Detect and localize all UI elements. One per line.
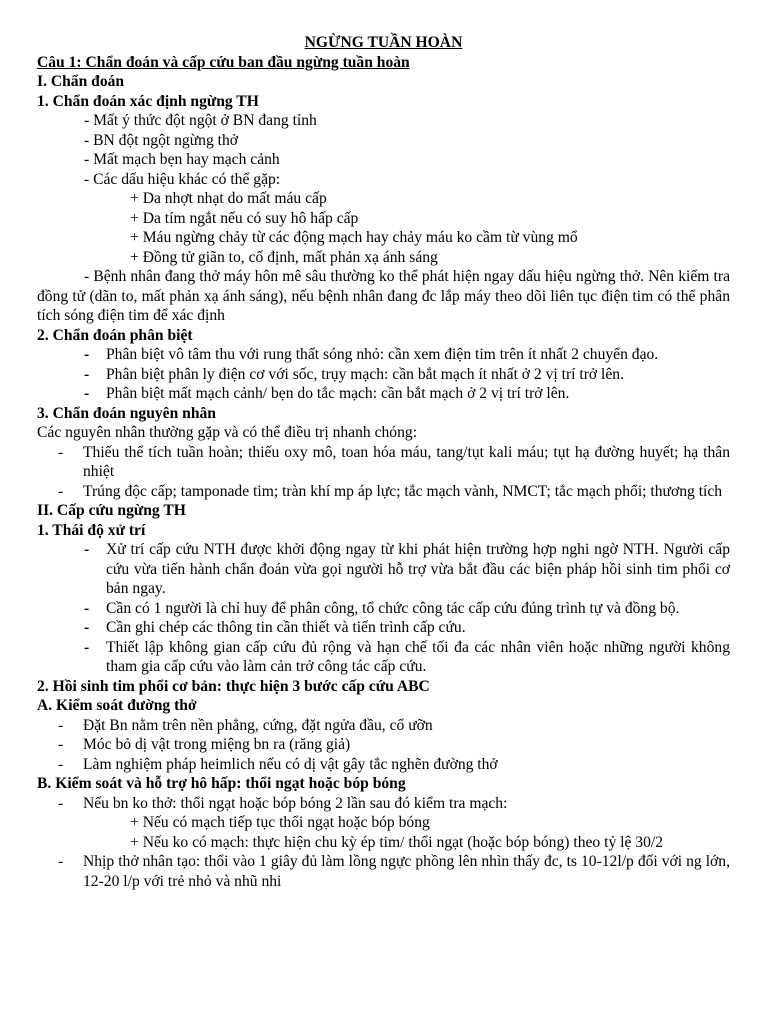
list-item-text: Thiếu thể tích tuần hoàn; thiếu oxy mô, toan hóa máu, tang/tụt kali máu; tụt hạ đường huyết; hạ thân nhiệt <box>83 443 730 480</box>
list-item <box>37 852 730 891</box>
subsection-heading-approach: 1. Thái độ xử trí <box>37 521 146 539</box>
list-item <box>37 540 730 599</box>
list-item-text: Cần có 1 người là chỉ huy để phân công, tổ chức công tác cấp cứu đúng trình tự và đồng bộ. <box>106 599 680 617</box>
list-item-text: Nhịp thở nhân tạo: thổi vào 1 giây đủ làm lồng ngực phồng lên nhìn thấy đc, ts 10-12l/p đối với ng lớn, 12-20 l/p với trẻ nhỏ và nhũ nhi <box>83 853 730 890</box>
bullet-dash: - <box>84 365 90 383</box>
sub-list-item: + Nếu ko có mạch: thực hiện chu kỳ ép tim/ thổi ngạt (hoặc bóp bóng) theo tỷ lệ 30/2 <box>130 833 664 851</box>
sub-list-item: + Nếu có mạch tiếp tục thổi ngạt hoặc bóp bóng <box>130 814 430 831</box>
bullet-dash: - <box>58 716 64 734</box>
section-heading-emergency: II. Cấp cứu ngừng TH <box>37 502 186 519</box>
bullet-dash: - <box>58 794 64 812</box>
list-item-text: Làm nghiệm pháp heimlich nếu có dị vật gây tắc nghẽn đường thở <box>83 755 498 773</box>
bullet-dash: - <box>84 385 90 402</box>
bullet-dash: - <box>84 619 90 636</box>
list-item <box>37 482 730 502</box>
sub-list-item: + Đồng tử giãn to, cố định, mất phản xạ ánh sáng <box>130 248 438 266</box>
list-item: - Các dấu hiệu khác có thể gặp: <box>84 170 281 188</box>
bullet-dash: - <box>84 541 90 558</box>
bullet-dash: - <box>84 638 90 656</box>
list-item-text: Thiết lập không gian cấp cứu đủ rộng và hạn chế tối đa các nhân viên hoặc những người không tham gia cấp cứu vào làm cản trở công tác cấp cứu. <box>106 638 730 675</box>
sub-list-item: + Da nhợt nhạt do mất máu cấp <box>130 190 327 207</box>
list-item-text: Phân biệt phân ly điện cơ với sốc, trụy mạch: cần bắt mạch ít nhất ở 2 vị trí trở lên. <box>106 365 624 383</box>
list-item-text: Nếu bn ko thở: thổi ngạt hoặc bóp bóng 2 lần sau đó kiểm tra mạch: <box>83 794 508 812</box>
list-item-text: Phân biệt mất mạch cảnh/ bẹn do tắc mạch: cần bắt mạch ở 2 vị trí trở lên. <box>106 385 570 402</box>
list-item <box>37 443 730 482</box>
sub-list-item: + Máu ngừng chảy từ các động mạch hay chảy máu ko cầm từ vùng mổ <box>130 229 578 246</box>
document-title: NGỪNG TUẦN HOÀN <box>304 34 463 51</box>
list-item: - BN đột ngột ngừng thở <box>84 131 239 149</box>
paragraph: Các nguyên nhân thường gặp và có thể điều trị nhanh chóng: <box>37 424 418 441</box>
list-item <box>37 716 730 736</box>
list-item: - Mất ý thức đột ngột ở BN đang tỉnh <box>84 112 317 129</box>
subsection-heading-airway: A. Kiểm soát đường thở <box>37 697 197 714</box>
bullet-dash: - <box>58 482 64 500</box>
sub-list-item: + Da tím ngắt nếu có suy hô hấp cấp <box>130 209 359 227</box>
section-heading-diagnosis: I. Chẩn đoán <box>37 73 125 90</box>
bullet-dash: - <box>58 736 64 753</box>
list-item <box>37 384 730 404</box>
list-item-text: Cần ghi chép các thông tin cần thiết và tiến trình cấp cứu. <box>106 619 466 636</box>
subsection-heading-differential-diagnosis: 2. Chẩn đoán phân biệt <box>37 326 193 344</box>
list-item-text: Đặt Bn nằm trên nền phẳng, cứng, đặt ngửa đầu, cổ ưỡn <box>83 716 433 734</box>
list-item <box>37 599 730 619</box>
list-item <box>37 755 730 775</box>
paragraph: - Bệnh nhân đang thở máy hôn mê sâu thường ko thể phát hiện ngay dấu hiệu ngừng thở. Nên kiểm tra đồng tử (dãn to, mất phản xạ ánh sáng), nếu bệnh nhân đang đc lắp máy theo dõi liên tục điện tim có thể phân tích sóng điện tim để xác định <box>37 268 730 324</box>
bullet-dash: - <box>58 755 64 773</box>
list-item <box>37 794 730 814</box>
subsection-heading-definitive-diagnosis: 1. Chẩn đoán xác định ngừng TH <box>37 92 259 110</box>
list-item-text: Phân biệt vô tâm thu với rung thất sóng nhỏ: cần xem điện tim trên ít nhất 2 chuyển đạo. <box>106 346 659 363</box>
list-item <box>37 735 730 755</box>
list-item: - Mất mạch bẹn hay mạch cảnh <box>84 151 280 168</box>
bullet-dash: - <box>58 443 64 461</box>
list-item <box>37 365 730 385</box>
question-heading: Câu 1: Chẩn đoán và cấp cứu ban đầu ngừng tuần hoàn <box>37 53 410 71</box>
bullet-dash: - <box>84 599 90 617</box>
subsection-heading-breathing: B. Kiểm soát và hỗ trợ hô hấp: thổi ngạt hoặc bóp bóng <box>37 775 406 792</box>
list-item <box>37 618 730 638</box>
bullet-dash: - <box>58 853 64 870</box>
list-item-text: Xử trí cấp cứu NTH được khởi động ngay từ khi phát hiện trường hợp nghi ngờ NTH. Người cấp cứu vừa tiến hành chẩn đoán vừa gọi người hỗ trợ vừa bắt đầu các biện pháp hồi sinh tim phổi cơ bản ngay. <box>106 541 730 597</box>
bullet-dash: - <box>84 346 90 363</box>
list-item <box>37 345 730 365</box>
list-item-text: Trúng độc cấp; tamponade tim; tràn khí mp áp lực; tắc mạch vành, NMCT; tắc mạch phổi; thương tích <box>83 482 723 500</box>
list-item-text: Móc bỏ dị vật trong miệng bn ra (răng giả) <box>83 736 351 753</box>
subsection-heading-cpr: 2. Hồi sinh tim phổi cơ bản: thực hiện 3 bước cấp cứu ABC <box>37 677 430 695</box>
list-item <box>37 638 730 677</box>
subsection-heading-causes: 3. Chẩn đoán nguyên nhân <box>37 404 216 422</box>
